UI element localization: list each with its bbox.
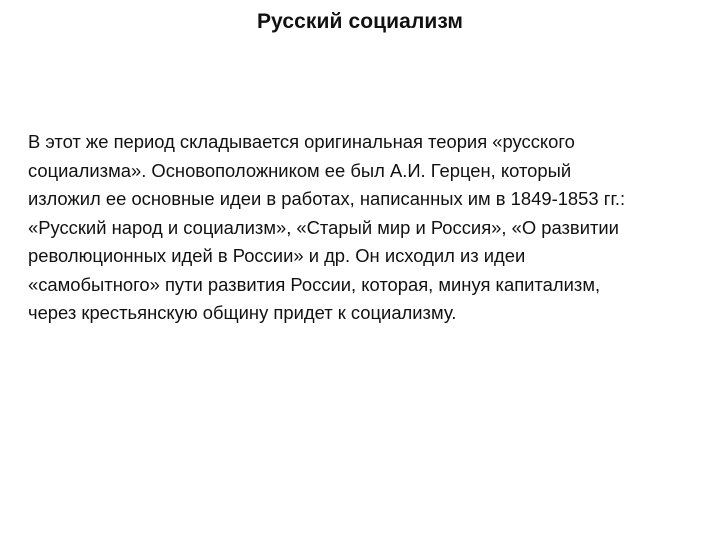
paragraph-line: революционных идей в России» и др. Он исходил из идеи <box>28 245 526 266</box>
paragraph-line: «самобытного» пути развития России, которая, минуя капитализм, <box>28 273 601 295</box>
paragraph-line: социализма». Основоположником ее был А.И. Герцен, который <box>28 159 572 181</box>
slide-body-paragraph <box>28 128 700 328</box>
paragraph-line: через крестьянскую общину придет к социализму. <box>28 302 457 323</box>
paragraph-line: В этот же период складывается оригинальная теория «русского <box>28 131 575 152</box>
paragraph-line: изложил ее основные идеи в работах, написанных им в 1849-1853 гг.: <box>28 188 626 209</box>
slide-title: Русский социализм <box>256 10 464 33</box>
paragraph-line: «Русский народ и социализм», «Старый мир и Россия», «О развитии <box>28 216 619 238</box>
